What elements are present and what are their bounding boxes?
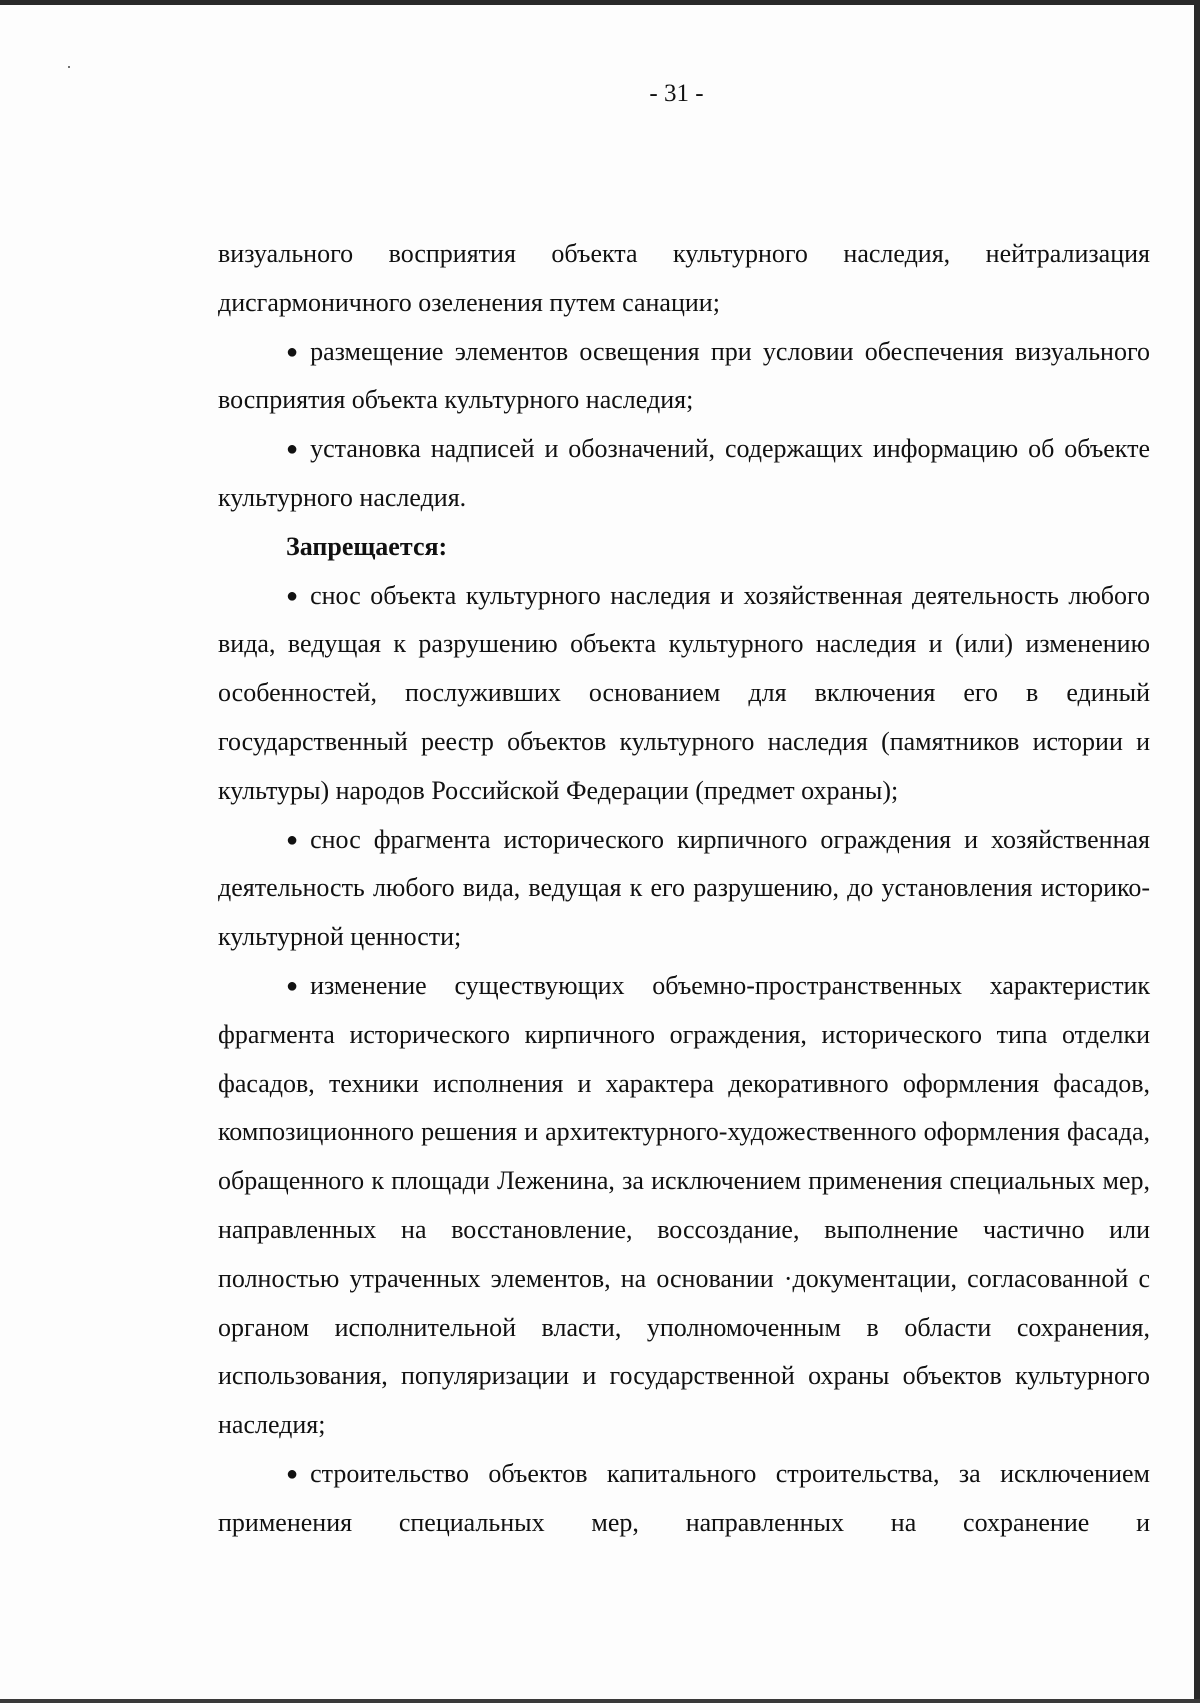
bullet-paragraph <box>218 962 1150 1450</box>
paragraph-text: изменение существующих объемно-пространственных характеристик фрагмента исторического кирпичного ограждения, исторического типа отделки фасадов, техники исполнения и характера декоративного оформления фасадов, композиционного решения и архитектурного-художественного оформления фасада, обращенного к площади Леженина, за исключением применения специальных мер, направленных на восстановление, воссоздание, выполнение частично или полностью утраченных элементов, на основании ·документации, согласованной с органом исполнительной власти, уполномоченным в области сохранения, использования, популяризации и государственной охраны объектов культурного наследия; <box>218 970 1150 1440</box>
scan-border-bottom <box>0 1699 1200 1703</box>
bullet-paragraph <box>218 425 1150 523</box>
bullet-icon: ● <box>286 340 299 363</box>
scan-speck <box>68 66 70 68</box>
paragraph-continuation <box>218 230 1150 328</box>
paragraph-text: строительство объектов капитального строительства, за исключением применения специальных мер, направленных на сохранение и <box>218 1458 1150 1537</box>
bullet-icon: ● <box>286 974 299 997</box>
bullet-icon: ● <box>286 1462 299 1485</box>
bullet-icon: ● <box>286 438 299 461</box>
bullet-paragraph <box>218 816 1150 962</box>
paragraph-text: установка надписей и обозначений, содержащих информацию об объекте культурного наследия. <box>218 434 1150 512</box>
document-body <box>218 230 1150 1548</box>
scan-border-top <box>0 0 1200 5</box>
bullet-icon: ● <box>286 584 299 607</box>
bullet-icon: ● <box>286 828 299 851</box>
paragraph-text: размещение элементов освещения при условии обеспечения визуального восприятия объекта культурного наследия; <box>218 336 1150 415</box>
paragraph-text: снос объекта культурного наследия и хозяйственная деятельность любого вида, ведущая к разрушению объекта культурного наследия и (или) изменению особенностей, послуживших основанием для включения его в единый государственный реестр объектов культурного наследия (памятников истории и культуры) народов Российской Федерации (предмет охраны); <box>218 580 1150 805</box>
paragraph-text: визуального восприятия объекта культурного наследия, нейтрализация дисгармоничного озеленения путем санации; <box>218 239 1150 317</box>
paragraph-text: снос фрагмента исторического кирпичного ограждения и хозяйственная деятельность любого вида, ведущая к его разрушению, до установления историко-культурной ценности; <box>218 824 1150 952</box>
section-heading: Запрещается: <box>286 531 448 561</box>
bullet-paragraph <box>218 572 1150 816</box>
page-number: - 31 - <box>649 80 704 107</box>
bullet-paragraph <box>218 328 1150 426</box>
scan-border-right <box>1194 0 1200 1703</box>
bullet-paragraph <box>218 1450 1150 1548</box>
